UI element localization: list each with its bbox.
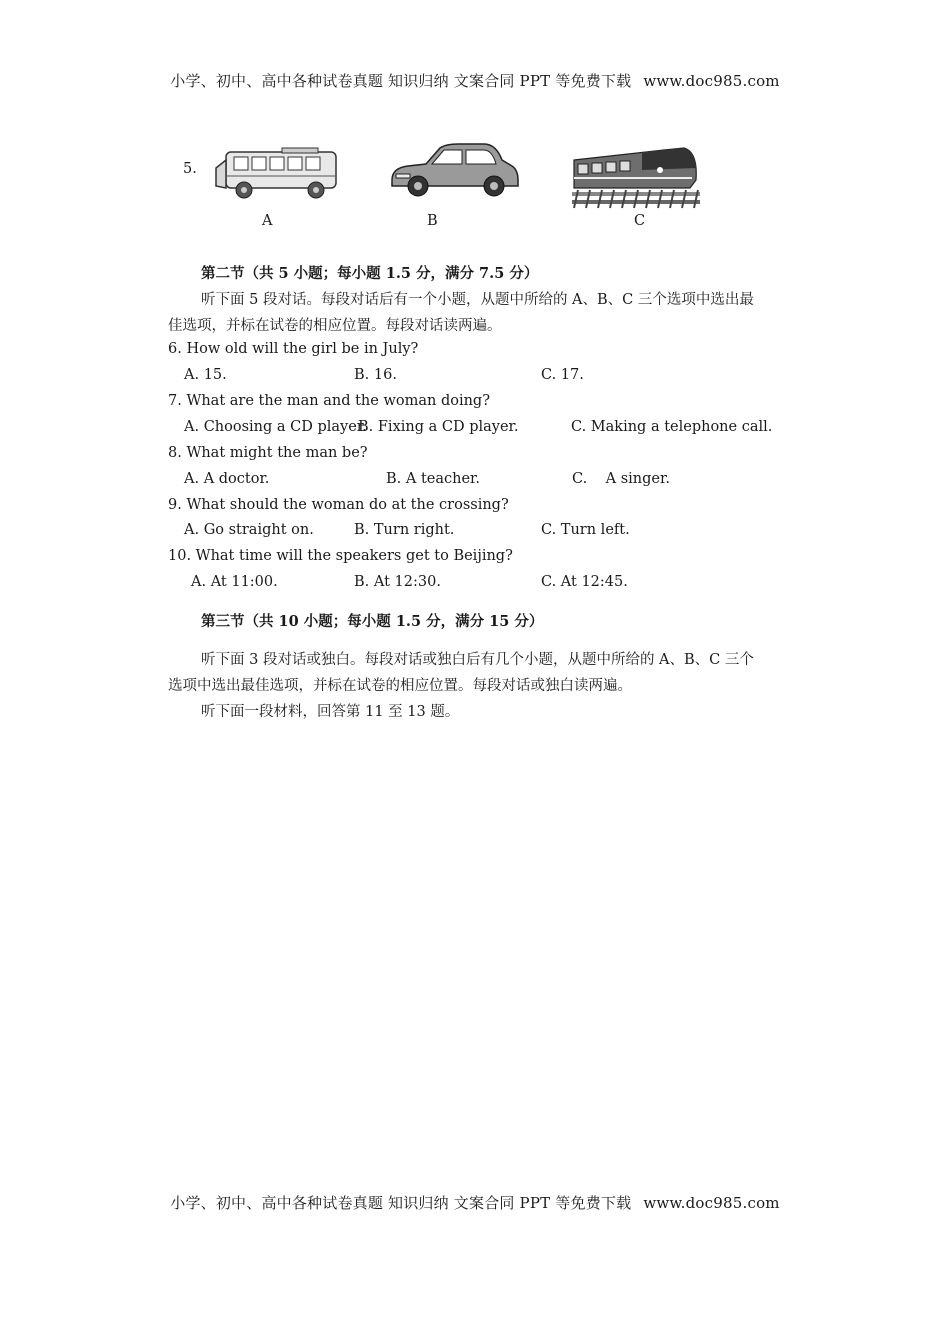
q5-option-b-label: B [427, 213, 438, 229]
q5-number: 5. [183, 161, 197, 177]
q6-option-c: C. 17. [541, 367, 584, 383]
q9-option-a: A. Go straight on. [184, 522, 314, 538]
q7-option-a: A. Choosing a CD player. [184, 419, 367, 435]
page-footer [0, 1192, 950, 1213]
q7-stem: 7. What are the man and the woman doing? [168, 393, 490, 409]
q10-option-b: B. At 12:30. [354, 574, 441, 590]
q5-option-a-label: A [262, 213, 273, 229]
section3-instructions-line2: 选项中选出最佳选项，并标在试卷的相应位置。每段对话或独白读两遍。 [168, 678, 632, 694]
q8-option-a: A. A doctor. [184, 471, 270, 487]
bus-image [212, 146, 342, 204]
footer-url[interactable]: www.doc985.com [643, 1194, 780, 1212]
q8-stem: 8. What might the man be? [168, 445, 368, 461]
q8-option-b: B. A teacher. [386, 471, 480, 487]
q9-stem: 9. What should the woman do at the crossing? [168, 497, 509, 513]
section3-instructions-line3: 听下面一段材料，回答第 11 至 13 题。 [201, 704, 460, 720]
page-header [0, 70, 950, 91]
q6-stem: 6. How old will the girl be in July? [168, 341, 419, 357]
q9-option-c: C. Turn left. [541, 522, 630, 538]
q10-option-c: C. At 12:45. [541, 574, 628, 590]
q9-option-b: B. Turn right. [354, 522, 455, 538]
q7-option-b: B. Fixing a CD player. [358, 419, 519, 435]
header-url[interactable]: www.doc985.com [643, 72, 780, 90]
section3-title: 第三节（共 10 小题；每小题 1.5 分，满分 15 分） [201, 613, 544, 630]
q6-option-b: B. 16. [354, 367, 397, 383]
section3-instructions-line1: 听下面 3 段对话或独白。每段对话或独白后有几个小题，从题中所给的 A、B、C 三个 [201, 652, 754, 668]
section2-instructions-line1: 听下面 5 段对话。每段对话后有一个小题，从题中所给的 A、B、C 三个选项中选出最 [201, 292, 754, 308]
q7-option-c: C. Making a telephone call. [571, 419, 773, 435]
q8-option-c: C. A singer. [572, 471, 670, 487]
section2-instructions-line2: 佳选项，并标在试卷的相应位置。每段对话读两遍。 [168, 318, 502, 334]
q6-option-a: A. 15. [184, 367, 227, 383]
q10-stem: 10. What time will the speakers get to Beijing? [168, 548, 513, 564]
q5-option-c-label: C [634, 213, 646, 229]
q10-option-a: A. At 11:00. [191, 574, 278, 590]
footer-text: 小学、初中、高中各种试卷真题 知识归纳 文案合同 PPT 等免费下载 [170, 1194, 632, 1212]
train-image [572, 140, 702, 212]
section2-title: 第二节（共 5 小题；每小题 1.5 分，满分 7.5 分） [201, 265, 539, 282]
car-image [386, 140, 522, 202]
header-text: 小学、初中、高中各种试卷真题 知识归纳 文案合同 PPT 等免费下载 [170, 72, 632, 90]
